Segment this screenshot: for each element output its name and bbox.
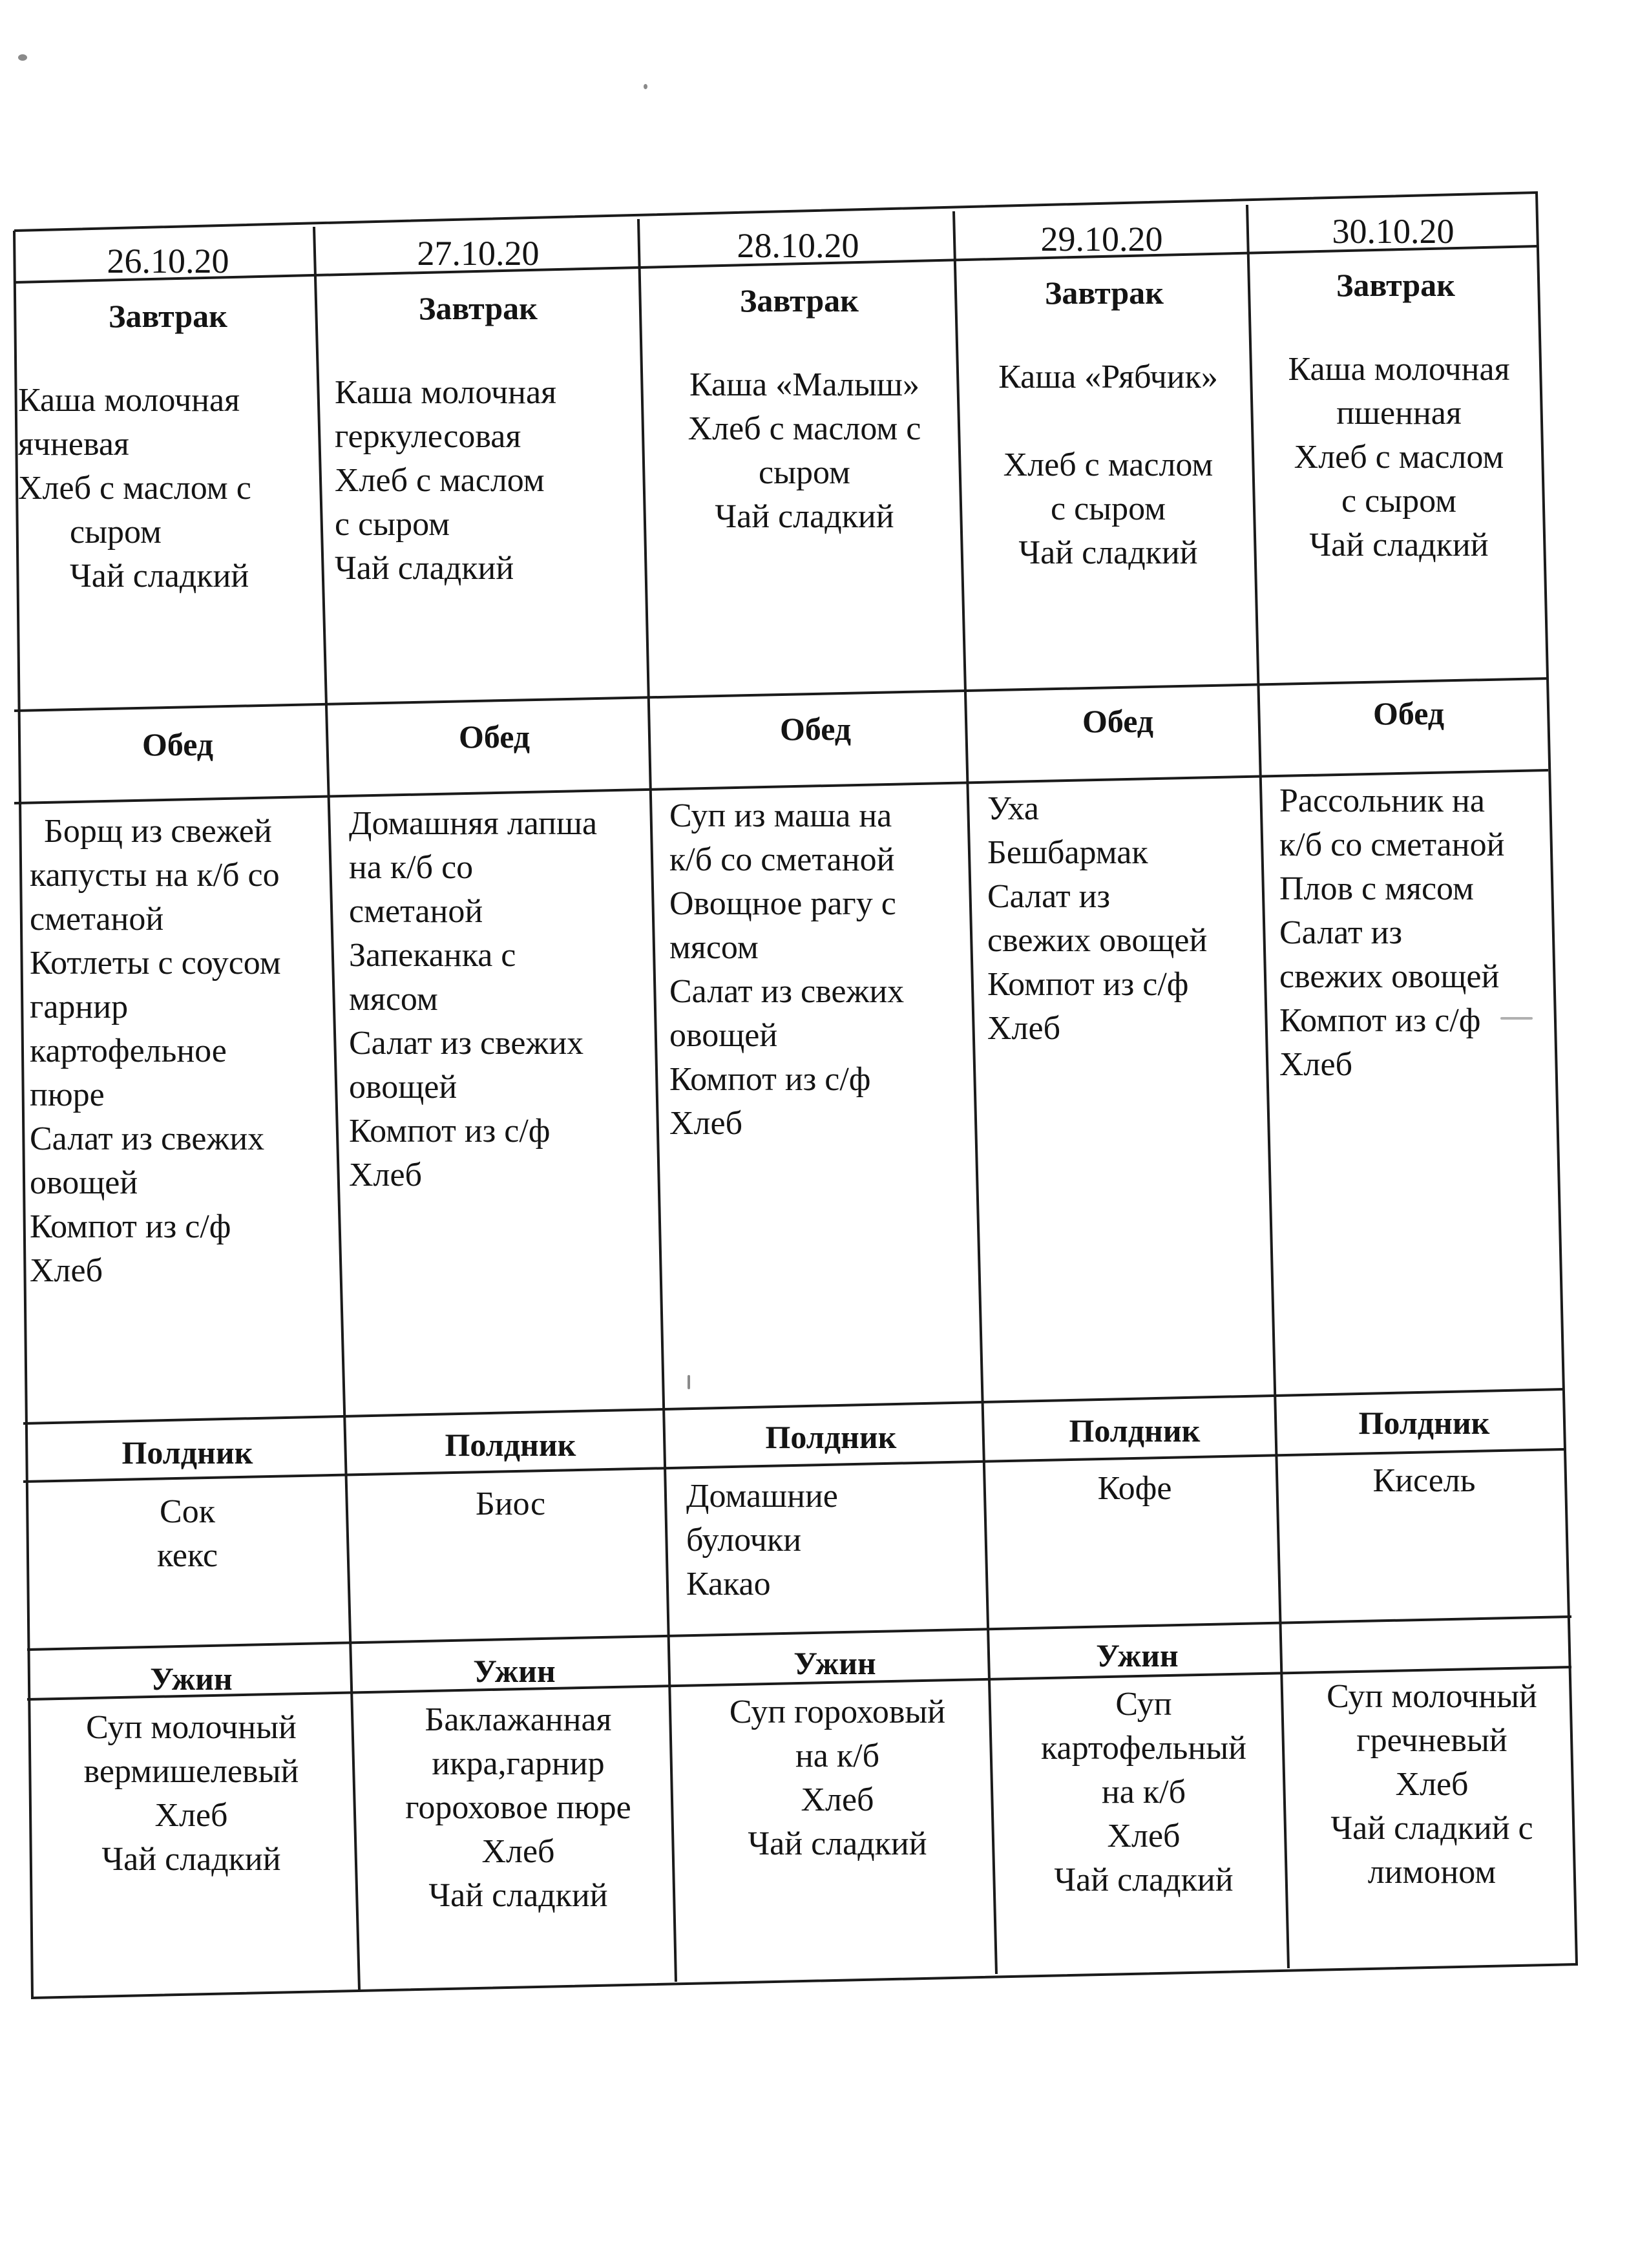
date-header-4: 29.10.20 xyxy=(1040,220,1163,258)
menu-line: Салат из свежих xyxy=(669,973,905,1010)
dinner-header-3: Ужин xyxy=(793,1645,876,1681)
menu-line: Хлеб с маслом с xyxy=(688,410,921,447)
breakfast-header-1: Завтрак xyxy=(109,298,227,334)
menu-line: Хлеб xyxy=(801,1781,874,1818)
menu-line: Хлеб xyxy=(30,1252,103,1289)
snack-header-3: Полдник xyxy=(765,1419,897,1455)
menu-line: Компот из с/ф xyxy=(987,966,1189,1003)
menu-line: геркулесовая xyxy=(335,418,521,455)
menu-line: Чай сладкий xyxy=(1309,527,1489,563)
menu-line: с сыром xyxy=(1050,490,1166,527)
menu-line: Хлеб xyxy=(349,1157,423,1193)
lunch-menu-5 xyxy=(1268,774,1552,1356)
snack-header-4: Полдник xyxy=(1069,1412,1201,1449)
dinner-menu-2 xyxy=(357,1693,680,1964)
menu-line: Чай сладкий xyxy=(428,1877,608,1914)
menu-line: Каша «Малыш» xyxy=(689,366,919,403)
menu-line: Хлеб с маслом xyxy=(335,462,545,499)
snack-header-1: Полдник xyxy=(121,1434,253,1471)
menu-line: Чай сладкий с xyxy=(1330,1810,1533,1847)
menu-line: Чай сладкий xyxy=(748,1825,927,1862)
menu-line: Суп xyxy=(1115,1686,1172,1723)
menu-line: Хлеб с маслом с xyxy=(18,470,251,507)
menu-line: Компот из с/ф xyxy=(349,1113,551,1150)
dinner-menu-3 xyxy=(676,1685,999,1957)
menu-line: Хлеб с маслом xyxy=(1003,446,1213,483)
scan-speck xyxy=(18,54,27,61)
menu-line: Баклажанная xyxy=(425,1701,612,1738)
menu-line: Хлеб xyxy=(481,1833,555,1870)
menu-line: Каша молочная xyxy=(1288,351,1510,388)
menu-line: кекс xyxy=(156,1537,218,1574)
snack-menu-3 xyxy=(675,1469,991,1624)
menu-line: Домашняя лапша xyxy=(349,805,598,842)
date-header-5: 30.10.20 xyxy=(1332,212,1455,251)
menu-line: Какао xyxy=(686,1566,771,1602)
menu-line: ячневая xyxy=(18,426,129,463)
menu-line: Хлеб xyxy=(669,1105,743,1142)
dinner-header-4: Ужин xyxy=(1096,1637,1179,1674)
lunch-menu-2 xyxy=(337,797,660,1378)
menu-line: Овощное рагу с xyxy=(669,885,896,922)
menu-line: сыром xyxy=(759,454,850,491)
breakfast-header-5: Завтрак xyxy=(1336,267,1455,303)
menu-line: Рассольник на xyxy=(1279,782,1485,819)
menu-line: Кофе xyxy=(1097,1470,1172,1507)
scan-speck xyxy=(644,84,647,89)
menu-line: лимоном xyxy=(1367,1854,1497,1891)
menu-line: Хлеб xyxy=(987,1010,1061,1047)
menu-line: овощей xyxy=(349,1069,457,1106)
menu-line: Хлеб xyxy=(1279,1046,1353,1083)
menu-line: овощей xyxy=(30,1164,138,1201)
menu-line: Салат из свежих xyxy=(349,1025,584,1062)
menu-line: Хлеб xyxy=(154,1797,228,1834)
snack-menu-5 xyxy=(1282,1454,1566,1609)
menu-line: на к/б xyxy=(1101,1774,1186,1811)
lunch-header-3: Обед xyxy=(779,711,852,747)
menu-line: картофельное xyxy=(30,1033,227,1069)
menu-line: Каша молочная xyxy=(18,382,240,419)
menu-line: свежих овощей xyxy=(1279,958,1500,995)
date-header-1: 26.10.20 xyxy=(107,242,229,280)
menu-line: с сыром xyxy=(335,506,450,543)
menu-line: сметаной xyxy=(30,901,164,938)
breakfast-header-2: Завтрак xyxy=(419,290,538,326)
menu-line: икра,гарнир xyxy=(432,1745,605,1782)
menu-line: Салат из xyxy=(987,878,1110,915)
menu-line: мясом xyxy=(349,981,438,1018)
menu-line: Чай сладкий xyxy=(335,550,514,587)
menu-line: гарнир xyxy=(30,989,129,1025)
menu-line: Плов с мясом xyxy=(1279,870,1474,907)
menu-line: Компот из с/ф xyxy=(669,1061,871,1098)
menu-line: Чай сладкий xyxy=(1054,1862,1234,1898)
menu-line: сметаной xyxy=(349,893,483,930)
menu-line: с сыром xyxy=(1341,483,1456,520)
menu-line: Кисель xyxy=(1372,1462,1476,1499)
dinner-menu-4 xyxy=(995,1677,1292,1949)
menu-line: Хлеб xyxy=(1395,1766,1469,1803)
menu-line: Суп гороховый xyxy=(729,1694,946,1730)
menu-line: картофельный xyxy=(1041,1730,1246,1767)
menu-line: сыром xyxy=(70,514,162,551)
dinner-header-2: Ужин xyxy=(473,1653,556,1689)
menu-line: Салат из свежих xyxy=(30,1120,265,1157)
lunch-menu-3 xyxy=(658,789,981,1370)
snack-menu-4 xyxy=(986,1462,1283,1617)
breakfast-menu-4 xyxy=(963,350,1254,673)
menu-line: Компот из с/ф xyxy=(1279,1002,1481,1039)
menu-line: Компот из с/ф xyxy=(30,1208,231,1245)
menu-line: пюре xyxy=(30,1076,105,1113)
scan-speck xyxy=(688,1375,690,1389)
lunch-header-5: Обед xyxy=(1372,695,1445,731)
lunch-header-1: Обед xyxy=(142,726,214,762)
date-header-2: 27.10.20 xyxy=(417,234,540,273)
dinner-menu-1 xyxy=(36,1701,346,1972)
menu-line: гречневый xyxy=(1356,1722,1507,1759)
menu-line: Сок xyxy=(160,1493,215,1530)
menu-line: Бешбармак xyxy=(987,834,1148,871)
scan-speck xyxy=(1500,1017,1533,1020)
dinner-header-1: Ужин xyxy=(150,1661,233,1697)
snack-header-2: Полдник xyxy=(445,1427,576,1463)
menu-line: мясом xyxy=(669,929,759,966)
lunch-menu-1 xyxy=(18,804,335,1386)
lunch-menu-4 xyxy=(976,782,1273,1363)
breakfast-menu-1 xyxy=(6,373,317,697)
menu-line: Борщ из свежей xyxy=(44,813,272,850)
menu-line: булочки xyxy=(686,1522,802,1559)
breakfast-header-3: Завтрак xyxy=(740,282,859,319)
menu-line: Каша «Рябчик» xyxy=(998,359,1218,395)
date-header-3: 28.10.20 xyxy=(737,226,859,265)
menu-line: Каша молочная xyxy=(335,374,557,411)
menu-line: Запеканка с xyxy=(349,937,516,974)
menu-line: Салат из xyxy=(1279,914,1402,951)
menu-line: овощей xyxy=(669,1017,778,1054)
lunch-header-2: Обед xyxy=(458,719,530,755)
lunch-header-4: Обед xyxy=(1082,703,1154,739)
menu-line: к/б со сметаной xyxy=(669,841,895,878)
menu-line: гороховое пюре xyxy=(405,1789,631,1826)
snack-header-5: Полдник xyxy=(1358,1405,1490,1441)
dinner-header-5 xyxy=(1286,1619,1570,1668)
menu-line: к/б со сметаной xyxy=(1279,826,1505,863)
menu-line: Котлеты с соусом xyxy=(30,945,281,982)
breakfast-header-4: Завтрак xyxy=(1045,275,1164,311)
snack-menu-2 xyxy=(349,1477,672,1632)
menu-line: Хлеб xyxy=(1107,1818,1181,1854)
breakfast-menu-2 xyxy=(323,366,640,689)
menu-line xyxy=(974,399,1242,443)
menu-line: Суп молочный xyxy=(86,1709,297,1746)
menu-line: Чай сладкий xyxy=(101,1841,281,1878)
dinner-menu-5 xyxy=(1290,1670,1574,1941)
menu-line: на к/б xyxy=(795,1738,880,1774)
menu-line: Суп из маша на xyxy=(669,797,892,834)
menu-line: пшенная xyxy=(1336,395,1462,432)
breakfast-menu-3 xyxy=(646,358,963,681)
menu-line: на к/б со xyxy=(349,849,474,886)
menu-line: Биос xyxy=(475,1486,546,1522)
menu-line: Чай сладкий xyxy=(715,498,894,535)
menu-line: капусты на к/б со xyxy=(30,857,280,894)
menu-line: Домашние xyxy=(686,1478,838,1515)
menu-line: Уха xyxy=(987,790,1040,827)
menu-line: Чай сладкий xyxy=(70,558,249,594)
menu-line: вермишелевый xyxy=(83,1753,299,1790)
menu-line: свежих овощей xyxy=(987,922,1208,959)
breakfast-menu-5 xyxy=(1254,342,1544,666)
snack-menu-1 xyxy=(32,1485,342,1640)
menu-line: Хлеб с маслом xyxy=(1294,439,1504,476)
menu-line: Чай сладкий xyxy=(1018,534,1198,571)
menu-line: Суп молочный xyxy=(1327,1678,1537,1715)
